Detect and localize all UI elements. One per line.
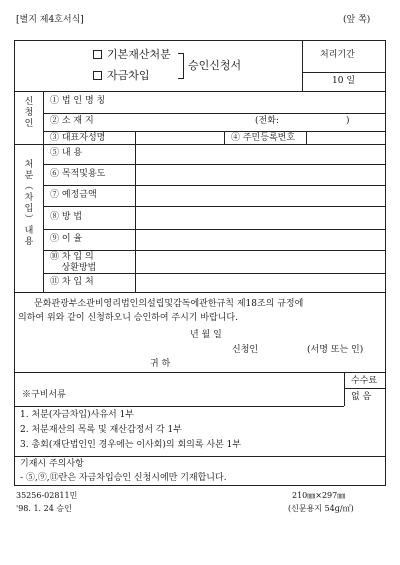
paper-size: 210㎜×297㎜	[292, 491, 346, 500]
processing-period-label: 처리기간	[320, 50, 355, 60]
required-doc-3: 3. 총회(재단법인인 경우에는 이사회)의 회의록 사본 1부	[20, 440, 242, 450]
phone-close: )	[346, 116, 350, 126]
statement-line-2: 의하여 위와 같이 신청하오니 승인하여 주시기 바랍니다.	[18, 313, 238, 323]
signer-note: (서명 또는 인)	[307, 345, 364, 355]
notes-line: - ⑤,⑨,⑪란은 자금차입승인 신청시에만 기재합니다.	[20, 473, 227, 483]
disposal-content-label: ⑤ 내 용	[50, 148, 83, 158]
required-doc-2: 2. 처분재산의 목록 및 재산감정서 각 1부	[20, 425, 182, 435]
processing-period-value: 10 일	[332, 76, 356, 86]
title-option-disposal: 기본재산처분	[107, 48, 171, 61]
resident-number-label: ④ 주민등록번호	[231, 133, 296, 143]
date-line: 년 월 일	[190, 330, 222, 340]
required-docs-title: ※구비서류	[22, 390, 66, 400]
corporation-name-label: ① 법 인 명 칭	[50, 96, 106, 106]
representative-name-label: ③ 대표자성명	[50, 133, 106, 143]
borrowing-checkbox[interactable]	[93, 71, 102, 80]
paper-type: (신문용지 54g/㎡)	[288, 504, 354, 513]
disposal-section-label: 처 분 ︵ 차 입 ︶ 내 용	[24, 160, 34, 247]
signer-label: 신청인	[232, 345, 259, 355]
phone-label: (전화:	[255, 116, 279, 126]
notes-title: 기재시 주의사항	[20, 459, 84, 469]
required-doc-1: 1. 처분(자금차입)사유서 1부	[20, 410, 134, 420]
method-label: ⑧ 방 법	[50, 212, 83, 222]
interest-rate-label: ⑨ 이 율	[50, 234, 83, 244]
form-code: 35256-02811민	[16, 491, 78, 500]
fee-label: 수수료	[351, 376, 378, 386]
planned-amount-label: ⑦ 예정금액	[50, 190, 97, 200]
applicant-section-label: 신청인	[24, 97, 34, 129]
asset-disposal-checkbox[interactable]	[93, 50, 102, 59]
repayment-method-label: ⑩ 차 입 의 상환방법	[50, 252, 97, 273]
approval-date: '98. 1. 24 승인	[16, 504, 72, 513]
purpose-label: ⑥ 목적및용도	[50, 169, 106, 179]
title-option-borrowing: 자금차입	[107, 69, 150, 82]
front-side-label: (앞 쪽)	[343, 15, 371, 25]
title-brace	[178, 53, 184, 79]
lender-label: ⑪ 차 입 처	[50, 277, 94, 287]
address-label: ② 소 재 지	[50, 116, 94, 126]
addressee: 귀 하	[150, 359, 171, 369]
title-suffix: 승인신청서	[188, 59, 242, 72]
form-number: [별지 제4호서식]	[16, 15, 84, 25]
statement-line-1: 문화관광부소관비영리법인의설립및감독에관한규칙 제18조의 규정에	[34, 299, 304, 309]
fee-value: 없 음	[351, 392, 372, 402]
